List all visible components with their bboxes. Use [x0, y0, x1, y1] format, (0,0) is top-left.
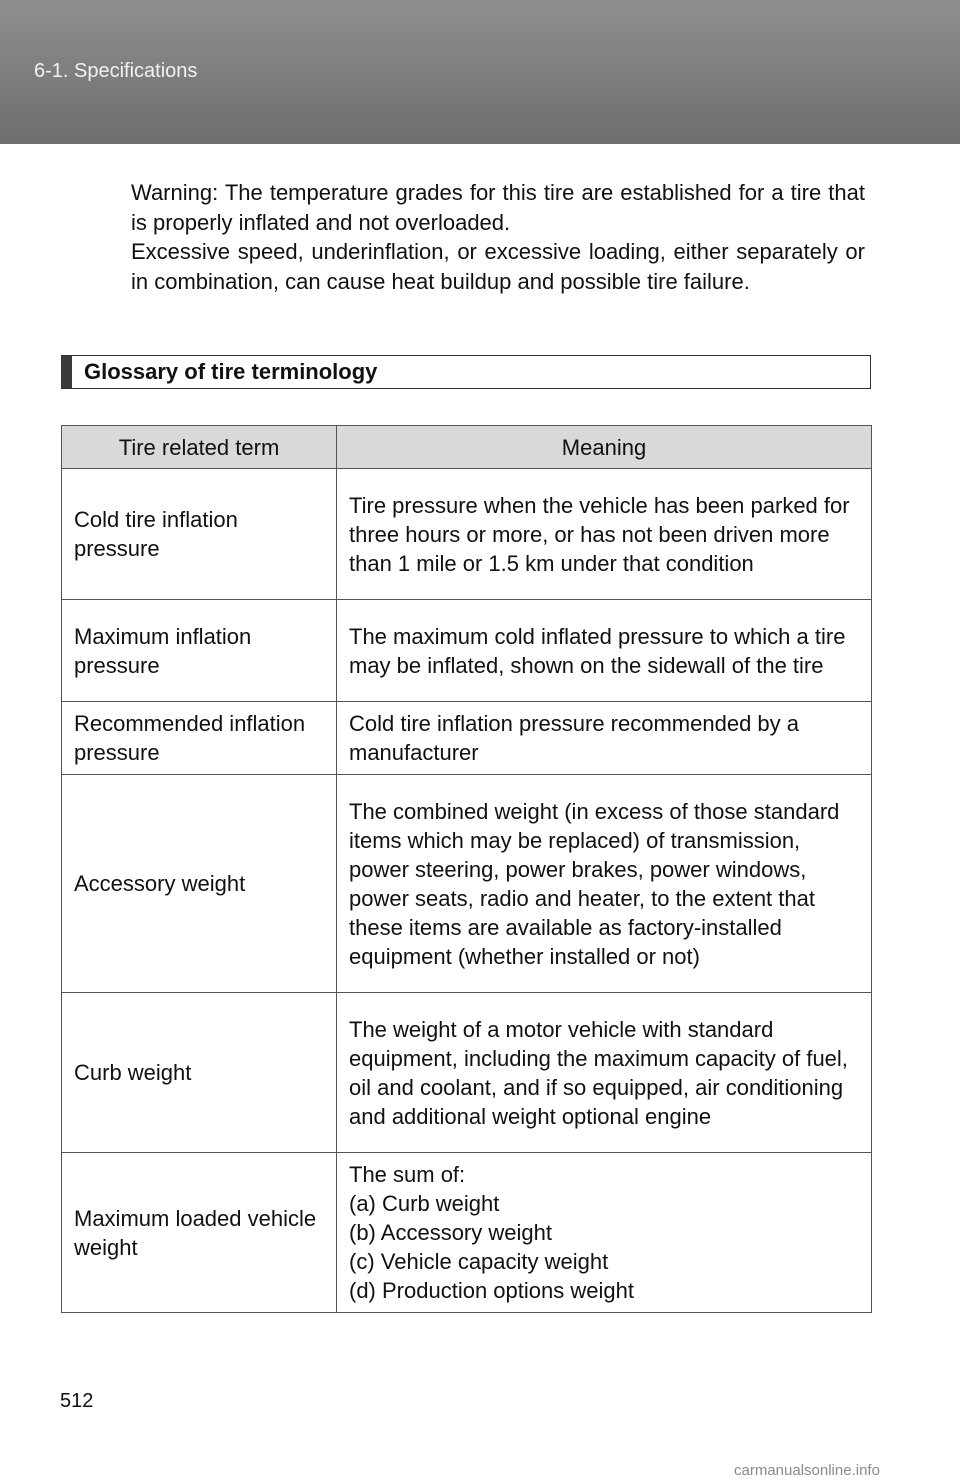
meaning-text: The weight of a motor vehicle with standard equipment, including the maximum capacity of fuel, oil and coolant, and if so equipped, air conditioning and additional weight optional engine — [349, 1016, 848, 1129]
glossary-table — [61, 425, 872, 1313]
glossary-title: Glossary of tire terminology — [84, 359, 378, 384]
table-row — [62, 993, 872, 1153]
warning-text — [131, 178, 865, 296]
meaning-cell — [337, 702, 872, 775]
column-header-term: Tire related term — [62, 426, 337, 469]
term-cell: Maximum loaded vehicle weight — [62, 1153, 337, 1313]
term-cell: Recommended inflation pressure — [62, 702, 337, 775]
table-row — [62, 469, 872, 600]
meaning-cell — [337, 469, 872, 600]
term-cell: Maximum inflation pressure — [62, 600, 337, 702]
term-cell: Curb weight — [62, 993, 337, 1153]
meaning-text: The combined weight (in excess of those standard items which may be replaced) of transmission, power steering, power brakes, power windows, power seats, radio and heater, to the extent that these items are available as factory-installed equipment (whether installed or not) — [349, 798, 840, 969]
meaning-cell — [337, 775, 872, 993]
column-header-meaning: Meaning — [337, 426, 872, 469]
glossary-heading — [61, 355, 871, 389]
watermark: carmanualsonline.info — [734, 1462, 880, 1479]
meaning-text: Tire pressure when the vehicle has been parked for three hours or more, or has not been driven more than 1 mile or 1.5 km under that condition — [349, 492, 850, 576]
table-row — [62, 775, 872, 993]
table-header-row — [62, 426, 872, 469]
meaning-cell — [337, 1153, 872, 1313]
meaning-cell — [337, 993, 872, 1153]
table-row — [62, 600, 872, 702]
table-row — [62, 1153, 872, 1313]
term-cell: Accessory weight — [62, 775, 337, 993]
meaning-text: The maximum cold inflated pressure to which a tire may be inflated, shown on the sidewall of the tire — [349, 623, 846, 678]
section-title: 6-1. Specifications — [34, 60, 198, 82]
meaning-text: Cold tire inflation pressure recommended by a manufacturer — [349, 711, 800, 765]
meaning-cell — [337, 600, 872, 702]
meaning-text: The sum of: (a) Curb weight (b) Accessory weight (c) Vehicle capacity weight (d) Production options weight — [349, 1162, 634, 1303]
page-number: 512 — [60, 1390, 94, 1412]
page-header — [0, 0, 960, 144]
warning-paragraph: Warning: The temperature grades for this tire are established for a tire that is properly inflated and not overloaded. — [131, 180, 865, 235]
term-cell: Cold tire inflation pressure — [62, 469, 337, 600]
table-row — [62, 702, 872, 775]
warning-paragraph: Excessive speed, underinflation, or excessive loading, either separately or in combination, can cause heat buildup and possible tire failure. — [131, 239, 865, 294]
heading-bar — [62, 356, 72, 388]
